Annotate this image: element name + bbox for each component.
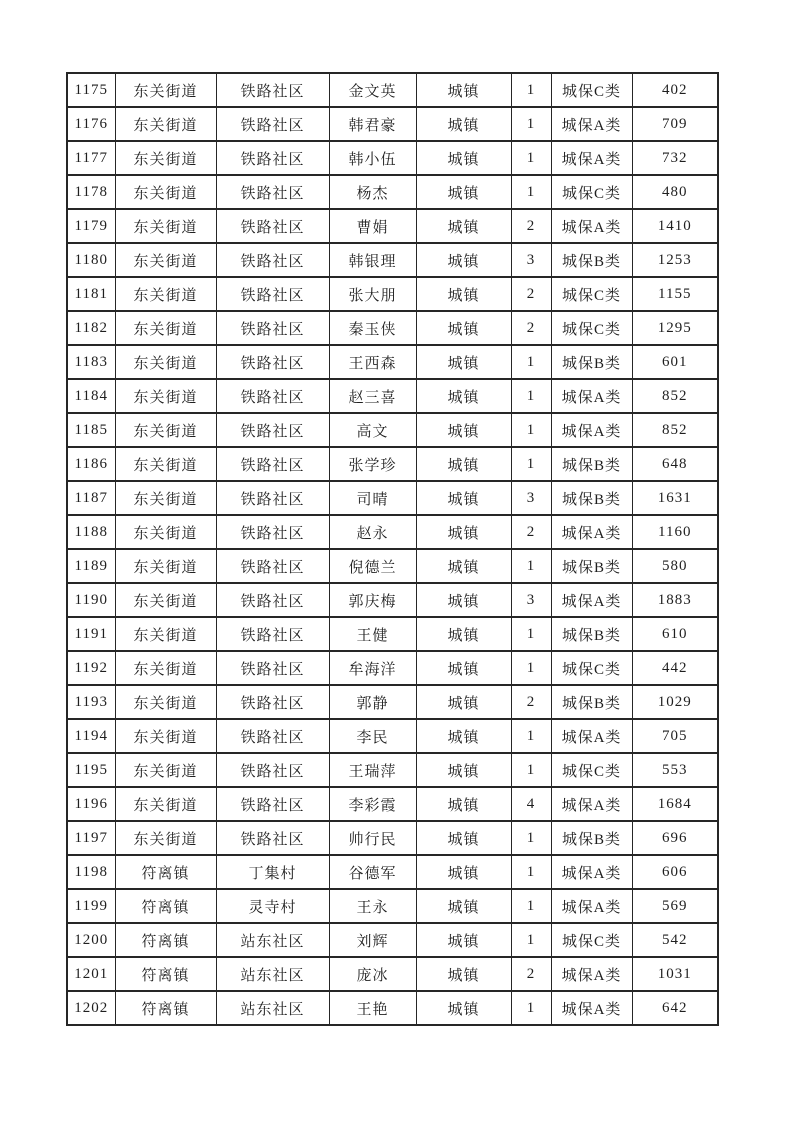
cell-assistance-category: 城保A类 (551, 957, 632, 991)
table-row (67, 991, 718, 1025)
cell-community-village: 铁路社区 (216, 719, 329, 753)
table-row (67, 515, 718, 549)
cell-street-town: 东关街道 (115, 651, 216, 685)
cell-person-name: 郭庆梅 (329, 583, 416, 617)
cell-serial-number: 1195 (67, 753, 115, 787)
cell-amount: 732 (632, 141, 718, 175)
cell-assistance-category: 城保C类 (551, 651, 632, 685)
cell-serial-number: 1189 (67, 549, 115, 583)
cell-community-village: 铁路社区 (216, 685, 329, 719)
table-row (67, 175, 718, 209)
cell-person-name: 司晴 (329, 481, 416, 515)
cell-serial-number: 1177 (67, 141, 115, 175)
cell-community-village: 铁路社区 (216, 345, 329, 379)
cell-household-type: 城镇 (416, 787, 511, 821)
table-row (67, 379, 718, 413)
table-row (67, 651, 718, 685)
cell-serial-number: 1201 (67, 957, 115, 991)
table-row (67, 73, 718, 107)
cell-serial-number: 1200 (67, 923, 115, 957)
cell-street-town: 东关街道 (115, 413, 216, 447)
cell-amount: 1295 (632, 311, 718, 345)
cell-person-name: 高文 (329, 413, 416, 447)
cell-household-type: 城镇 (416, 821, 511, 855)
cell-household-type: 城镇 (416, 515, 511, 549)
cell-household-type: 城镇 (416, 889, 511, 923)
cell-community-village: 铁路社区 (216, 209, 329, 243)
cell-serial-number: 1187 (67, 481, 115, 515)
cell-person-count: 1 (511, 719, 551, 753)
cell-assistance-category: 城保A类 (551, 719, 632, 753)
cell-amount: 542 (632, 923, 718, 957)
cell-assistance-category: 城保A类 (551, 413, 632, 447)
cell-person-name: 韩小伍 (329, 141, 416, 175)
table-row (67, 923, 718, 957)
cell-amount: 709 (632, 107, 718, 141)
cell-person-name: 金文英 (329, 73, 416, 107)
cell-serial-number: 1184 (67, 379, 115, 413)
cell-assistance-category: 城保A类 (551, 209, 632, 243)
cell-street-town: 东关街道 (115, 345, 216, 379)
cell-amount: 1684 (632, 787, 718, 821)
cell-person-count: 1 (511, 107, 551, 141)
cell-person-name: 刘辉 (329, 923, 416, 957)
table-row (67, 855, 718, 889)
cell-person-count: 2 (511, 311, 551, 345)
cell-community-village: 站东社区 (216, 957, 329, 991)
cell-person-name: 牟海洋 (329, 651, 416, 685)
cell-person-name: 秦玉侠 (329, 311, 416, 345)
cell-person-name: 韩银理 (329, 243, 416, 277)
cell-amount: 553 (632, 753, 718, 787)
cell-assistance-category: 城保C类 (551, 73, 632, 107)
cell-household-type: 城镇 (416, 651, 511, 685)
cell-assistance-category: 城保B类 (551, 447, 632, 481)
table-row (67, 583, 718, 617)
cell-person-count: 1 (511, 549, 551, 583)
cell-person-count: 1 (511, 345, 551, 379)
table-row (67, 685, 718, 719)
cell-assistance-category: 城保C类 (551, 277, 632, 311)
cell-assistance-category: 城保A类 (551, 515, 632, 549)
cell-person-name: 张大朋 (329, 277, 416, 311)
cell-person-count: 1 (511, 753, 551, 787)
cell-assistance-category: 城保B类 (551, 821, 632, 855)
cell-street-town: 东关街道 (115, 821, 216, 855)
cell-amount: 601 (632, 345, 718, 379)
cell-community-village: 铁路社区 (216, 379, 329, 413)
cell-street-town: 符离镇 (115, 923, 216, 957)
table-row (67, 345, 718, 379)
cell-household-type: 城镇 (416, 583, 511, 617)
cell-assistance-category: 城保A类 (551, 991, 632, 1025)
cell-serial-number: 1175 (67, 73, 115, 107)
cell-amount: 1029 (632, 685, 718, 719)
cell-household-type: 城镇 (416, 957, 511, 991)
cell-person-count: 2 (511, 277, 551, 311)
cell-person-name: 李彩霞 (329, 787, 416, 821)
cell-community-village: 丁集村 (216, 855, 329, 889)
cell-assistance-category: 城保A类 (551, 107, 632, 141)
cell-street-town: 东关街道 (115, 243, 216, 277)
cell-serial-number: 1180 (67, 243, 115, 277)
table-row (67, 141, 718, 175)
table-row (67, 889, 718, 923)
cell-person-name: 倪德兰 (329, 549, 416, 583)
cell-assistance-category: 城保B类 (551, 549, 632, 583)
cell-household-type: 城镇 (416, 991, 511, 1025)
cell-household-type: 城镇 (416, 73, 511, 107)
cell-community-village: 铁路社区 (216, 787, 329, 821)
cell-person-name: 赵三喜 (329, 379, 416, 413)
table-body (67, 73, 718, 1025)
cell-household-type: 城镇 (416, 141, 511, 175)
cell-community-village: 铁路社区 (216, 107, 329, 141)
cell-street-town: 符离镇 (115, 991, 216, 1025)
cell-amount: 648 (632, 447, 718, 481)
cell-community-village: 铁路社区 (216, 141, 329, 175)
cell-street-town: 符离镇 (115, 957, 216, 991)
cell-amount: 610 (632, 617, 718, 651)
cell-person-name: 杨杰 (329, 175, 416, 209)
cell-street-town: 东关街道 (115, 617, 216, 651)
cell-serial-number: 1193 (67, 685, 115, 719)
cell-person-name: 王健 (329, 617, 416, 651)
cell-serial-number: 1176 (67, 107, 115, 141)
cell-assistance-category: 城保C类 (551, 175, 632, 209)
cell-person-count: 2 (511, 685, 551, 719)
table-row (67, 447, 718, 481)
table-row (67, 617, 718, 651)
cell-street-town: 东关街道 (115, 515, 216, 549)
cell-street-town: 东关街道 (115, 277, 216, 311)
table-row (67, 753, 718, 787)
cell-amount: 442 (632, 651, 718, 685)
cell-amount: 1160 (632, 515, 718, 549)
cell-community-village: 铁路社区 (216, 73, 329, 107)
cell-person-name: 庞冰 (329, 957, 416, 991)
cell-household-type: 城镇 (416, 617, 511, 651)
cell-community-village: 铁路社区 (216, 753, 329, 787)
cell-person-name: 王瑞萍 (329, 753, 416, 787)
table-row (67, 821, 718, 855)
cell-community-village: 铁路社区 (216, 175, 329, 209)
cell-household-type: 城镇 (416, 855, 511, 889)
cell-person-count: 1 (511, 821, 551, 855)
cell-amount: 1155 (632, 277, 718, 311)
cell-street-town: 东关街道 (115, 141, 216, 175)
cell-person-count: 1 (511, 141, 551, 175)
cell-amount: 852 (632, 413, 718, 447)
cell-person-count: 2 (511, 209, 551, 243)
cell-household-type: 城镇 (416, 209, 511, 243)
cell-person-count: 2 (511, 957, 551, 991)
cell-serial-number: 1202 (67, 991, 115, 1025)
cell-amount: 642 (632, 991, 718, 1025)
cell-household-type: 城镇 (416, 345, 511, 379)
cell-serial-number: 1197 (67, 821, 115, 855)
cell-street-town: 东关街道 (115, 549, 216, 583)
cell-community-village: 铁路社区 (216, 651, 329, 685)
cell-person-name: 张学珍 (329, 447, 416, 481)
cell-community-village: 铁路社区 (216, 821, 329, 855)
cell-amount: 606 (632, 855, 718, 889)
cell-serial-number: 1190 (67, 583, 115, 617)
cell-assistance-category: 城保B类 (551, 345, 632, 379)
cell-serial-number: 1185 (67, 413, 115, 447)
cell-street-town: 东关街道 (115, 107, 216, 141)
cell-community-village: 站东社区 (216, 991, 329, 1025)
cell-person-name: 王永 (329, 889, 416, 923)
table-row (67, 243, 718, 277)
cell-serial-number: 1196 (67, 787, 115, 821)
cell-person-count: 1 (511, 889, 551, 923)
cell-person-count: 1 (511, 447, 551, 481)
cell-amount: 402 (632, 73, 718, 107)
cell-serial-number: 1182 (67, 311, 115, 345)
cell-person-count: 1 (511, 617, 551, 651)
cell-serial-number: 1198 (67, 855, 115, 889)
cell-person-name: 王西森 (329, 345, 416, 379)
cell-person-name: 韩君豪 (329, 107, 416, 141)
cell-street-town: 符离镇 (115, 889, 216, 923)
table-row (67, 311, 718, 345)
cell-assistance-category: 城保A类 (551, 787, 632, 821)
cell-serial-number: 1194 (67, 719, 115, 753)
cell-street-town: 东关街道 (115, 209, 216, 243)
cell-person-name: 曹娟 (329, 209, 416, 243)
cell-street-town: 东关街道 (115, 787, 216, 821)
cell-street-town: 东关街道 (115, 481, 216, 515)
cell-serial-number: 1178 (67, 175, 115, 209)
cell-person-count: 1 (511, 651, 551, 685)
cell-household-type: 城镇 (416, 753, 511, 787)
cell-serial-number: 1186 (67, 447, 115, 481)
cell-person-name: 赵永 (329, 515, 416, 549)
cell-person-name: 王艳 (329, 991, 416, 1025)
cell-person-count: 3 (511, 583, 551, 617)
benefit-roster-table (66, 72, 719, 1026)
cell-household-type: 城镇 (416, 413, 511, 447)
cell-serial-number: 1192 (67, 651, 115, 685)
cell-serial-number: 1179 (67, 209, 115, 243)
cell-street-town: 东关街道 (115, 175, 216, 209)
cell-community-village: 铁路社区 (216, 617, 329, 651)
cell-household-type: 城镇 (416, 107, 511, 141)
cell-person-count: 1 (511, 991, 551, 1025)
cell-household-type: 城镇 (416, 311, 511, 345)
cell-serial-number: 1199 (67, 889, 115, 923)
cell-street-town: 东关街道 (115, 685, 216, 719)
cell-amount: 480 (632, 175, 718, 209)
cell-assistance-category: 城保B类 (551, 685, 632, 719)
cell-street-town: 东关街道 (115, 73, 216, 107)
cell-person-name: 郭静 (329, 685, 416, 719)
cell-assistance-category: 城保B类 (551, 617, 632, 651)
cell-community-village: 站东社区 (216, 923, 329, 957)
cell-person-count: 3 (511, 481, 551, 515)
cell-amount: 1031 (632, 957, 718, 991)
table-row (67, 107, 718, 141)
table-row (67, 719, 718, 753)
cell-amount: 696 (632, 821, 718, 855)
table-row (67, 209, 718, 243)
cell-person-count: 1 (511, 73, 551, 107)
cell-community-village: 铁路社区 (216, 413, 329, 447)
cell-household-type: 城镇 (416, 549, 511, 583)
cell-household-type: 城镇 (416, 447, 511, 481)
cell-assistance-category: 城保A类 (551, 855, 632, 889)
cell-person-name: 帅行民 (329, 821, 416, 855)
cell-assistance-category: 城保A类 (551, 141, 632, 175)
table-row (67, 787, 718, 821)
cell-street-town: 符离镇 (115, 855, 216, 889)
cell-serial-number: 1188 (67, 515, 115, 549)
cell-amount: 705 (632, 719, 718, 753)
cell-amount: 580 (632, 549, 718, 583)
cell-amount: 1631 (632, 481, 718, 515)
cell-community-village: 铁路社区 (216, 515, 329, 549)
cell-person-count: 1 (511, 379, 551, 413)
cell-household-type: 城镇 (416, 719, 511, 753)
cell-household-type: 城镇 (416, 379, 511, 413)
cell-community-village: 灵寺村 (216, 889, 329, 923)
cell-amount: 1883 (632, 583, 718, 617)
cell-person-count: 4 (511, 787, 551, 821)
cell-assistance-category: 城保A类 (551, 889, 632, 923)
cell-household-type: 城镇 (416, 175, 511, 209)
cell-community-village: 铁路社区 (216, 277, 329, 311)
cell-person-count: 2 (511, 515, 551, 549)
cell-amount: 569 (632, 889, 718, 923)
cell-household-type: 城镇 (416, 277, 511, 311)
cell-assistance-category: 城保C类 (551, 753, 632, 787)
cell-assistance-category: 城保C类 (551, 923, 632, 957)
cell-serial-number: 1191 (67, 617, 115, 651)
cell-community-village: 铁路社区 (216, 311, 329, 345)
cell-household-type: 城镇 (416, 923, 511, 957)
cell-amount: 1253 (632, 243, 718, 277)
cell-person-count: 1 (511, 855, 551, 889)
cell-assistance-category: 城保A类 (551, 583, 632, 617)
cell-person-count: 1 (511, 413, 551, 447)
table-row (67, 413, 718, 447)
cell-person-name: 谷德军 (329, 855, 416, 889)
cell-amount: 852 (632, 379, 718, 413)
cell-assistance-category: 城保B类 (551, 243, 632, 277)
cell-street-town: 东关街道 (115, 447, 216, 481)
cell-street-town: 东关街道 (115, 753, 216, 787)
cell-street-town: 东关街道 (115, 719, 216, 753)
cell-person-name: 李民 (329, 719, 416, 753)
cell-serial-number: 1183 (67, 345, 115, 379)
cell-community-village: 铁路社区 (216, 481, 329, 515)
cell-assistance-category: 城保B类 (551, 481, 632, 515)
cell-amount: 1410 (632, 209, 718, 243)
cell-person-count: 3 (511, 243, 551, 277)
cell-serial-number: 1181 (67, 277, 115, 311)
table-row (67, 549, 718, 583)
cell-street-town: 东关街道 (115, 583, 216, 617)
cell-street-town: 东关街道 (115, 311, 216, 345)
cell-assistance-category: 城保A类 (551, 379, 632, 413)
cell-community-village: 铁路社区 (216, 243, 329, 277)
cell-household-type: 城镇 (416, 685, 511, 719)
table-row (67, 481, 718, 515)
cell-community-village: 铁路社区 (216, 447, 329, 481)
table-row (67, 957, 718, 991)
cell-assistance-category: 城保C类 (551, 311, 632, 345)
cell-community-village: 铁路社区 (216, 549, 329, 583)
cell-person-count: 1 (511, 923, 551, 957)
cell-household-type: 城镇 (416, 243, 511, 277)
cell-street-town: 东关街道 (115, 379, 216, 413)
cell-community-village: 铁路社区 (216, 583, 329, 617)
cell-household-type: 城镇 (416, 481, 511, 515)
cell-person-count: 1 (511, 175, 551, 209)
table-row (67, 277, 718, 311)
